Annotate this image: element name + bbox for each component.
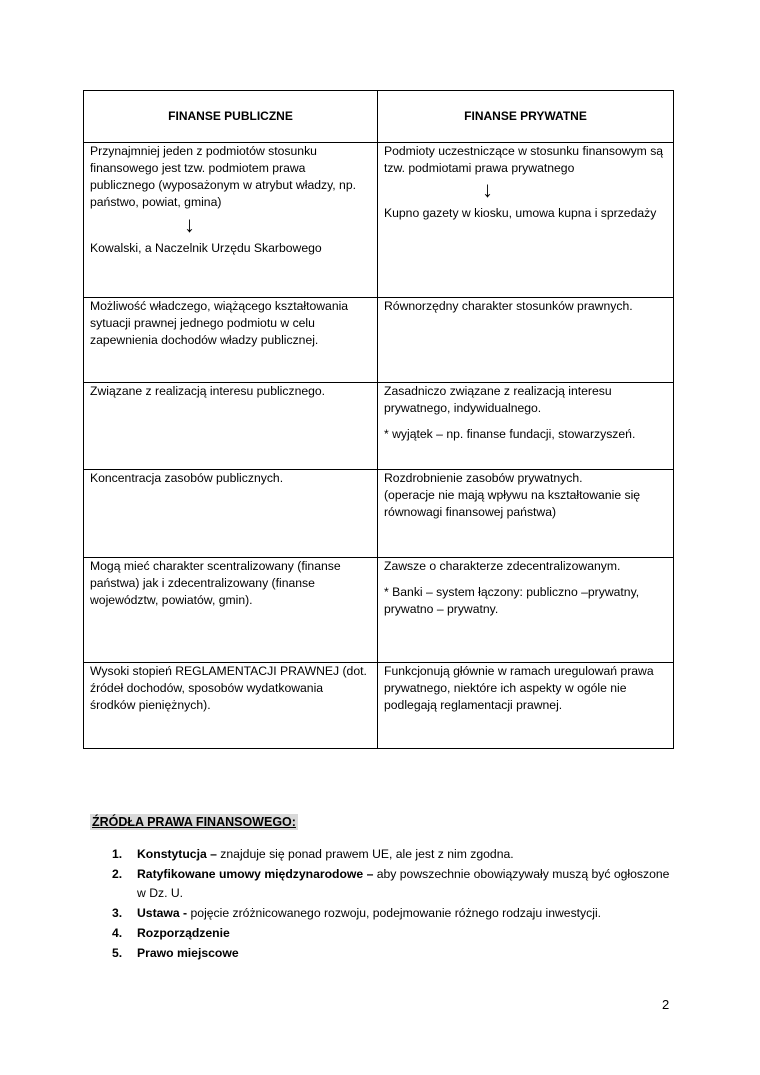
cell-text: Przynajmniej jeden z podmiotów stosunku finansowego jest tzw. podmiotem prawa publicznego (wyposażonym w atrybut władzy, np. państwo, powiat, gmina) [90,144,356,209]
table-row [84,663,674,749]
list-item: 5. Prawo miejscowe [112,946,239,960]
table-row [84,383,674,470]
cell-text: Podmioty uczestniczące w stosunku finansowym są tzw. podmiotami prawa prywatnego [384,144,664,175]
cell-note: * Banki – system łączony: publiczno –prywatny, prywatno – prywatny. [384,585,640,616]
section-title: ŹRÓDŁA PRAWA FINANSOWEGO: [92,815,296,829]
cell-text: Zawsze o charakterze zdecentralizowanym. [384,559,621,573]
table-row [84,143,674,298]
list-item: 3. Ustawa - pojęcie zróżnicowanego rozwoju, podejmowanie różnego rodzaju inwestycji. [112,906,602,920]
cell-public [84,383,378,470]
arrow-down-icon: ↓ [184,212,195,237]
cell-note: * wyjątek – np. finanse fundacji, stowarzyszeń. [384,427,636,441]
table-row [84,298,674,383]
cell-public [84,663,378,749]
cell-example: Kupno gazety w kiosku, umowa kupna i sprzedaży [384,206,657,220]
sources-list [112,845,672,964]
cell-private [378,558,674,663]
header-private-finance: FINANSE PRYWATNE [378,91,674,143]
cell-text: Rozdrobnienie zasobów prywatnych. (operacje nie mają wpływu na kształtowanie się równowagi finansowej państwa) [384,471,641,519]
cell-public [84,298,378,383]
cell-text: Możliwość władczego, wiążącego kształtowania sytuacji prawnej jednego podmiotu w celu zapewnienia dochodów władzy publicznej. [90,299,349,347]
cell-text: Związane z realizacją interesu publicznego. [90,384,326,398]
page-number: 2 [662,997,670,1012]
arrow-down-icon: ↓ [482,177,493,202]
cell-public [84,143,378,298]
list-item: 2. Ratyfikowane umowy międzynarodowe – aby powszechnie obowiązywały muszą być ogłoszone w Dz. U. [112,867,670,900]
cell-text: Mogą mieć charakter scentralizowany (finanse państwa) jak i zdecentralizowany (finanse województw, powiatów, gmin). [90,559,341,607]
cell-private [378,143,674,298]
header-public-finance: FINANSE PUBLICZNE [84,91,378,143]
cell-public [84,558,378,663]
cell-private [378,383,674,470]
cell-text: Koncentracja zasobów publicznych. [90,471,284,485]
cell-example: Kowalski, a Naczelnik Urzędu Skarbowego [90,241,322,255]
cell-public [84,470,378,558]
cell-private [378,298,674,383]
cell-text: Zasadniczo związane z realizacją interesu prywatnego, indywidualnego. [384,384,612,415]
cell-private [378,663,674,749]
table-row [84,470,674,558]
cell-text: Funkcjonują głównie w ramach uregulowań prawa prywatnego, niektóre ich aspekty w ogóle nie podlegają reglamentacji prawnej. [384,664,654,712]
list-item: 1. Konstytucja – znajduje się ponad prawem UE, ale jest z nim zgodna. [112,847,514,861]
comparison-table [83,90,674,749]
table-row [84,558,674,663]
cell-text: Wysoki stopień REGLAMENTACJI PRAWNEJ (dot. źródeł dochodów, sposobów wydatkowania środków pieniężnych). [90,664,367,712]
cell-private [378,470,674,558]
cell-text: Równorzędny charakter stosunków prawnych. [384,299,633,313]
list-item: 4. Rozporządzenie [112,926,230,940]
